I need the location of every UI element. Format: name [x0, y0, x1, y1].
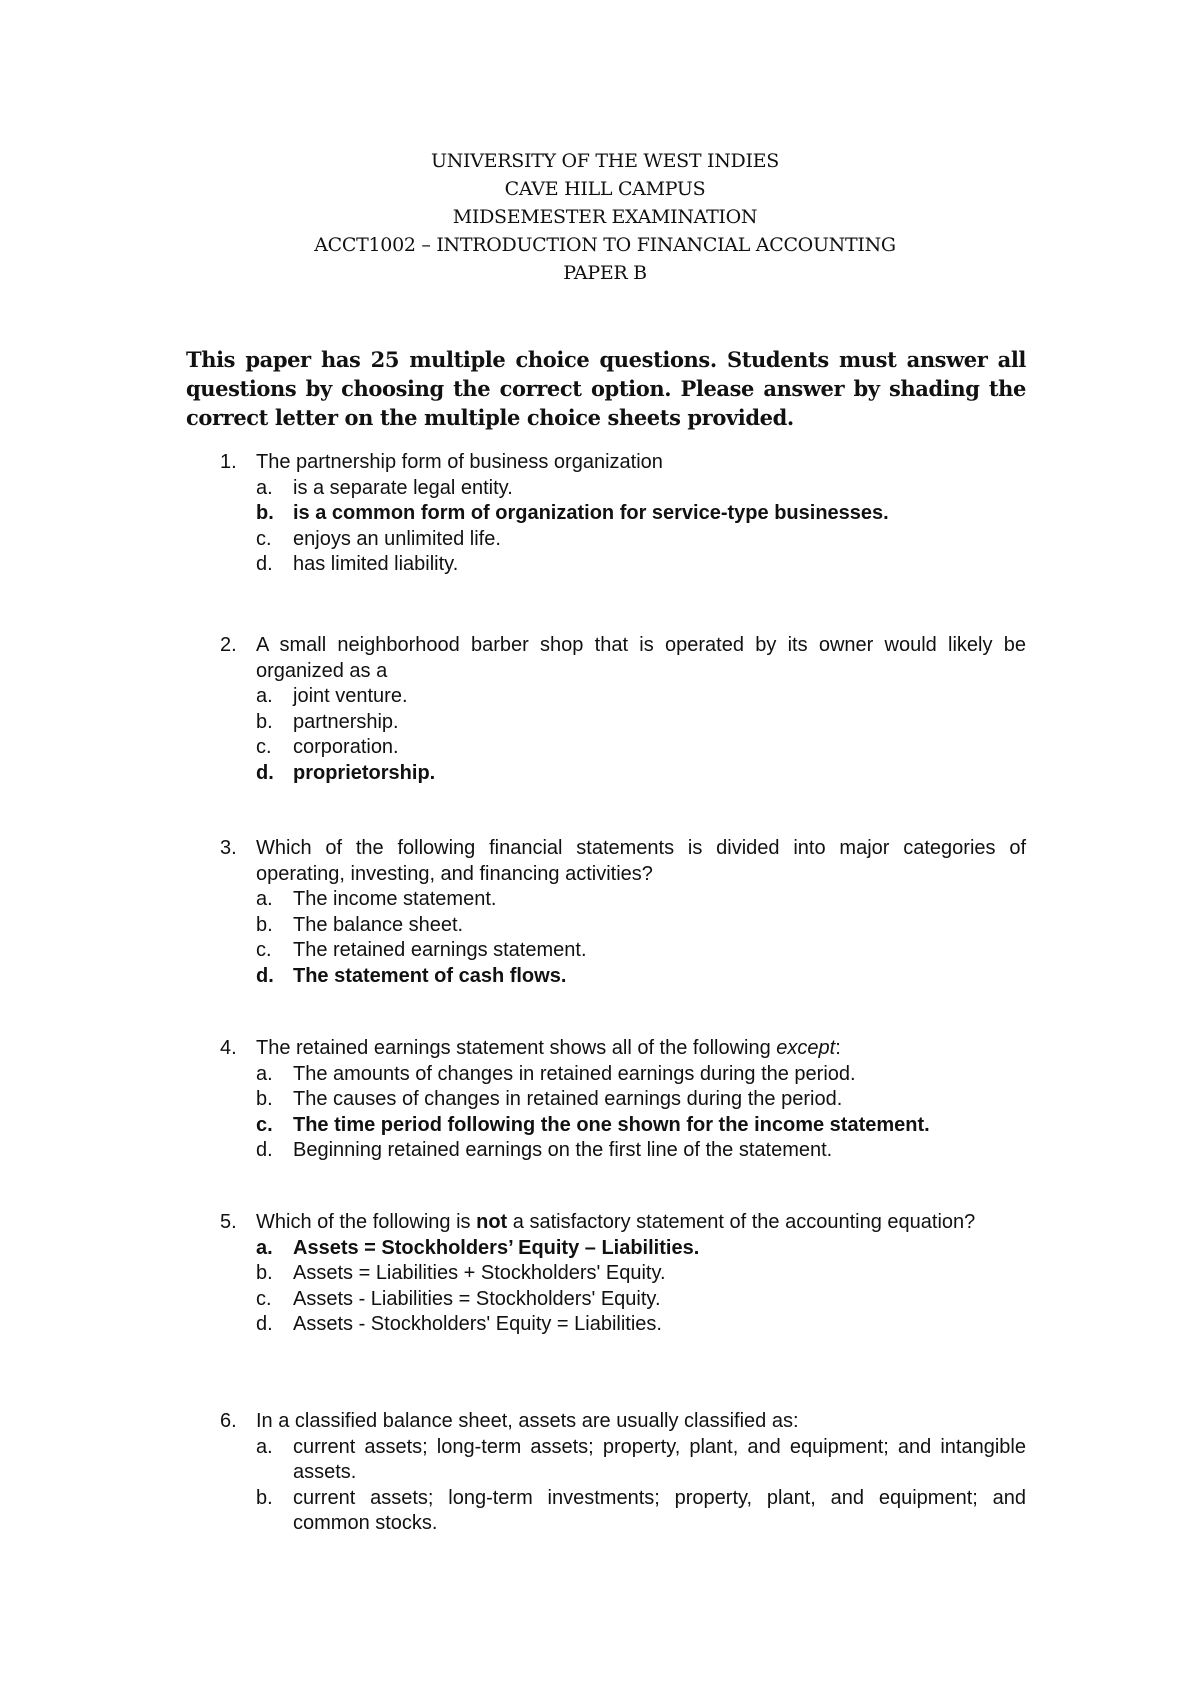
question-text-emphasis: not	[476, 1211, 508, 1233]
option-letter: c.	[256, 1113, 273, 1136]
option-letter: a.	[256, 476, 273, 499]
option-list	[256, 684, 1026, 786]
question-number: 1.	[220, 451, 237, 473]
exam-header	[0, 147, 1200, 287]
question-text	[256, 1210, 1026, 1236]
option-letter: d.	[256, 1313, 273, 1335]
option-d	[256, 1312, 1026, 1338]
header-campus: CAVE HILL CAMPUS	[504, 178, 706, 200]
option-text: Beginning retained earnings on the first line of the statement.	[293, 1139, 833, 1161]
option-b	[256, 913, 1026, 939]
option-c-correct	[256, 1113, 1026, 1139]
option-b	[256, 1261, 1026, 1287]
option-text: current assets; long-term investments; property, plant, and equipment; and common stocks.	[293, 1486, 1026, 1534]
option-letter: a.	[256, 1435, 273, 1458]
option-a	[256, 476, 1026, 502]
question-text-emphasis: except	[776, 1037, 836, 1059]
question-number: 4.	[220, 1037, 237, 1059]
option-letter: c.	[256, 527, 272, 550]
option-d-correct	[256, 964, 1026, 990]
option-text: has limited liability.	[293, 553, 459, 575]
option-d-correct	[256, 761, 1026, 787]
question-4	[220, 1036, 1026, 1164]
option-text: corporation.	[293, 736, 399, 758]
question-text	[256, 1036, 1026, 1062]
option-letter: c.	[256, 1287, 272, 1310]
question-text-end: a satisfactory statement of the accounting equation?	[507, 1211, 976, 1233]
question-2	[220, 633, 1026, 786]
question-text: In a classified balance sheet, assets are usually classified as:	[256, 1410, 799, 1432]
option-a	[256, 1062, 1026, 1088]
option-letter: a.	[256, 1236, 273, 1259]
question-text: Which of the following financial statements is divided into major categories of operating, investing, and financing activities?	[256, 837, 1026, 885]
question-number: 2.	[220, 634, 237, 656]
option-letter: c.	[256, 736, 272, 758]
option-letter: d.	[256, 964, 274, 987]
option-d	[256, 552, 1026, 578]
option-text: Assets = Stockholders’ Equity – Liabilities.	[293, 1236, 700, 1259]
question-text-start: Which of the following is	[256, 1211, 477, 1233]
option-text: Assets - Liabilities = Stockholders' Equity.	[293, 1287, 661, 1310]
option-c	[256, 735, 1026, 761]
question-5	[220, 1210, 1026, 1338]
option-text: joint venture.	[293, 685, 408, 707]
option-c	[256, 938, 1026, 964]
option-a	[256, 1435, 1026, 1486]
option-letter: b.	[256, 1486, 273, 1509]
question-number: 3.	[220, 837, 237, 859]
option-a	[256, 887, 1026, 913]
option-b	[256, 1087, 1026, 1113]
option-letter: d.	[256, 761, 274, 784]
option-text: is a separate legal entity.	[293, 476, 513, 499]
option-a-correct	[256, 1236, 1026, 1262]
option-text: The time period following the one shown for the income statement.	[293, 1113, 930, 1136]
option-text: partnership.	[293, 710, 399, 733]
option-text: current assets; long-term assets; property, plant, and equipment; and intangible assets.	[293, 1435, 1026, 1483]
option-list	[256, 1435, 1026, 1537]
option-text: is a common form of organization for service-type businesses.	[293, 502, 889, 524]
header-course: ACCT1002 – INTRODUCTION TO FINANCIAL ACCOUNTING	[314, 234, 896, 256]
option-text: Assets = Liabilities + Stockholders' Equity.	[293, 1262, 666, 1284]
option-letter: a.	[256, 1062, 273, 1085]
option-text: The retained earnings statement.	[293, 939, 587, 961]
header-university: UNIVERSITY OF THE WEST INDIES	[431, 150, 779, 172]
option-letter: b.	[256, 502, 274, 524]
question-number: 6.	[220, 1410, 237, 1432]
option-letter: b.	[256, 1262, 273, 1284]
option-letter: b.	[256, 710, 273, 733]
option-letter: a.	[256, 888, 273, 910]
header-exam-type: MIDSEMESTER EXAMINATION	[452, 206, 758, 228]
option-b	[256, 710, 1026, 736]
question-number: 5.	[220, 1211, 237, 1233]
option-b	[256, 1486, 1026, 1537]
question-text-end: :	[835, 1037, 841, 1059]
option-text: The balance sheet.	[293, 913, 464, 936]
option-text: enjoys an unlimited life.	[293, 527, 501, 550]
option-list	[256, 1236, 1026, 1338]
option-list	[256, 887, 1026, 989]
option-list	[256, 476, 1026, 578]
option-c	[256, 527, 1026, 553]
option-a	[256, 684, 1026, 710]
option-d	[256, 1138, 1026, 1164]
header-paper: PAPER B	[563, 262, 647, 284]
option-letter: c.	[256, 939, 272, 961]
option-c	[256, 1287, 1026, 1313]
question-3	[220, 836, 1026, 989]
option-letter: a.	[256, 685, 273, 707]
option-letter: b.	[256, 913, 273, 936]
exam-instructions: This paper has 25 multiple choice questions. Students must answer all questions by choosing the correct option. Please answer by shading the correct letter on the multiple choice sheets provided.	[186, 347, 1026, 430]
option-text: The amounts of changes in retained earnings during the period.	[293, 1062, 856, 1085]
option-text: Assets - Stockholders' Equity = Liabilities.	[293, 1313, 662, 1335]
option-text: The statement of cash flows.	[293, 964, 567, 987]
option-letter: d.	[256, 1139, 273, 1161]
question-6	[220, 1409, 1026, 1537]
option-letter: d.	[256, 553, 273, 575]
option-b-correct	[256, 501, 1026, 527]
question-1	[220, 450, 1026, 578]
option-text: The causes of changes in retained earnings during the period.	[293, 1088, 843, 1110]
question-text: The partnership form of business organization	[256, 451, 663, 473]
option-text: The income statement.	[293, 888, 497, 910]
option-text: proprietorship.	[293, 761, 436, 784]
option-list	[256, 1062, 1026, 1164]
option-letter: b.	[256, 1088, 273, 1110]
question-text: A small neighborhood barber shop that is operated by its owner would likely be organized as a	[256, 634, 1026, 682]
question-text-start: The retained earnings statement shows all of the following	[256, 1037, 777, 1059]
